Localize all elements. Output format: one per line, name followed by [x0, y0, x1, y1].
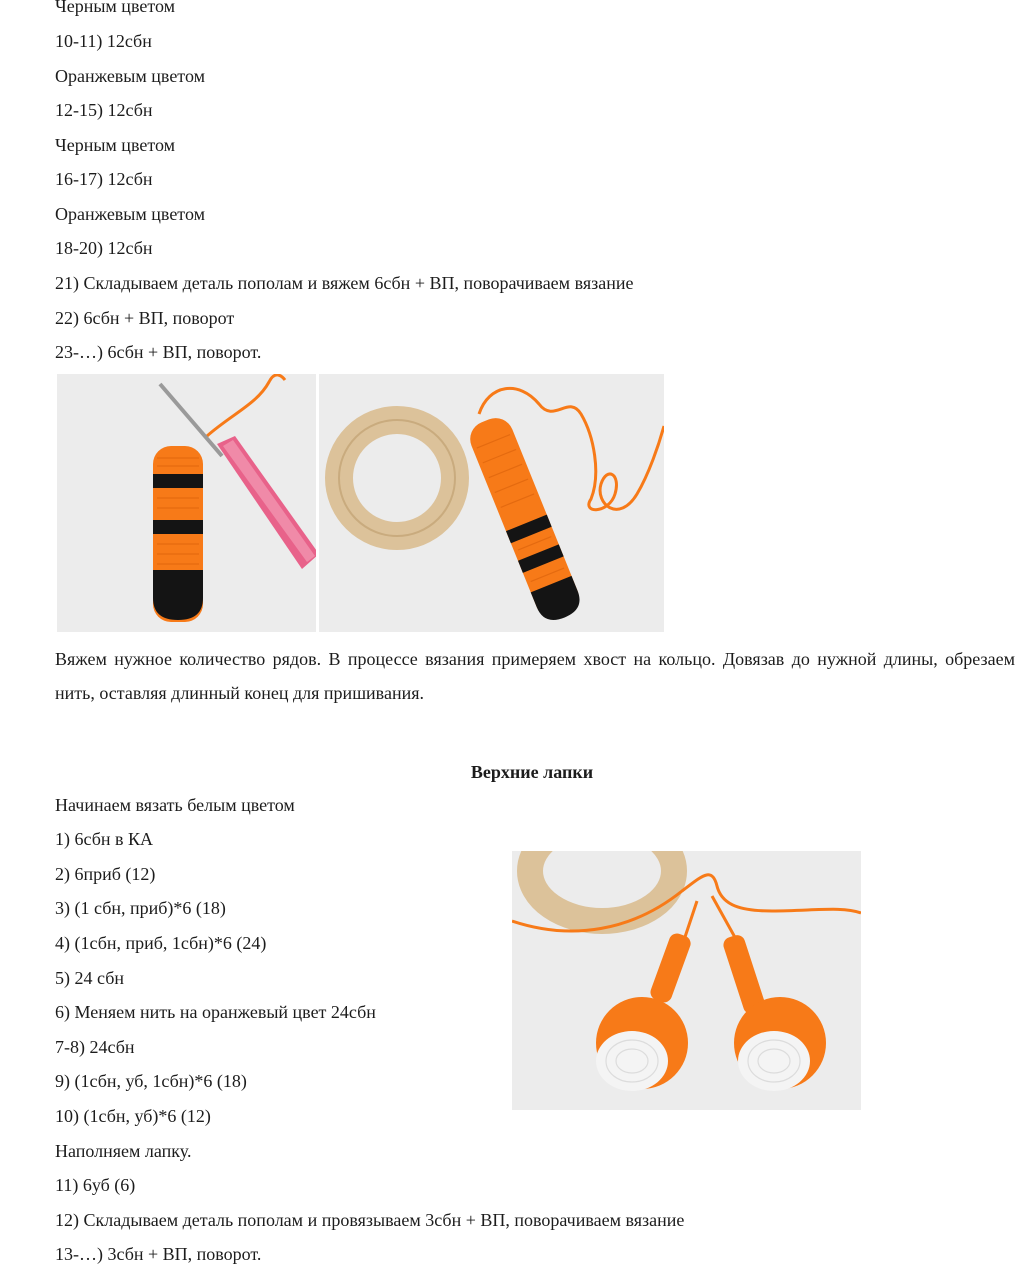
text-line: 23-…) 6сбн + ВП, поворот.: [55, 342, 262, 362]
photo-paws-with-ring: [512, 851, 861, 1110]
text-line: 22) 6сбн + ВП, поворот: [55, 308, 235, 328]
text-line: 5) 24 сбн: [55, 968, 124, 988]
text-line: 3) (1 сбн, приб)*6 (18): [55, 898, 226, 918]
text-line: 1) 6сбн в КА: [55, 829, 153, 849]
text-line: 12-15) 12сбн: [55, 100, 153, 120]
tail-instructions-paragraph: Вяжем нужное количество рядов. В процессе вязания примеряем хвост на кольцо. Довязав до нужной длины, обрезаем нить, оставляя длинный конец для пришивания.: [55, 649, 1015, 703]
text-line: 12) Складываем деталь пополам и провязываем 3сбн + ВП, поворачиваем вязание: [55, 1210, 685, 1230]
text-line: 21) Складываем деталь пополам и вяжем 6сбн + ВП, поворачиваем вязание: [55, 273, 634, 293]
text-line: Черным цветом: [55, 0, 175, 16]
text-line: Оранжевым цветом: [55, 66, 205, 86]
text-line: Начинаем вязать белым цветом: [55, 795, 295, 815]
text-line: 2) 6приб (12): [55, 864, 156, 884]
text-line: Наполняем лапку.: [55, 1141, 192, 1161]
tail-hook-illustration: [57, 374, 316, 632]
text-line: 4) (1сбн, приб, 1сбн)*6 (24): [55, 933, 267, 953]
text-line: 18-20) 12сбн: [55, 238, 153, 258]
photo-tail-with-ring: [319, 374, 664, 632]
text-line: 13-…) 3сбн + ВП, поворот.: [55, 1244, 262, 1264]
text-line: 10-11) 12сбн: [55, 31, 152, 51]
section-heading: Верхние лапки: [470, 762, 594, 782]
ring-tail-illustration: [319, 374, 664, 632]
text-line: 7-8) 24сбн: [55, 1037, 135, 1057]
text-line: 10) (1сбн, уб)*6 (12): [55, 1106, 211, 1126]
text-line: Черным цветом: [55, 135, 175, 155]
photo-tail-with-hook: [57, 374, 316, 632]
text-line: 11) 6уб (6): [55, 1175, 136, 1195]
text-line: 9) (1сбн, уб, 1сбн)*6 (18): [55, 1071, 247, 1091]
paws-ring-illustration: [512, 851, 861, 1110]
text-line: 16-17) 12сбн: [55, 169, 153, 189]
text-line: Оранжевым цветом: [55, 204, 205, 224]
text-line: 6) Меняем нить на оранжевый цвет 24сбн: [55, 1002, 376, 1022]
